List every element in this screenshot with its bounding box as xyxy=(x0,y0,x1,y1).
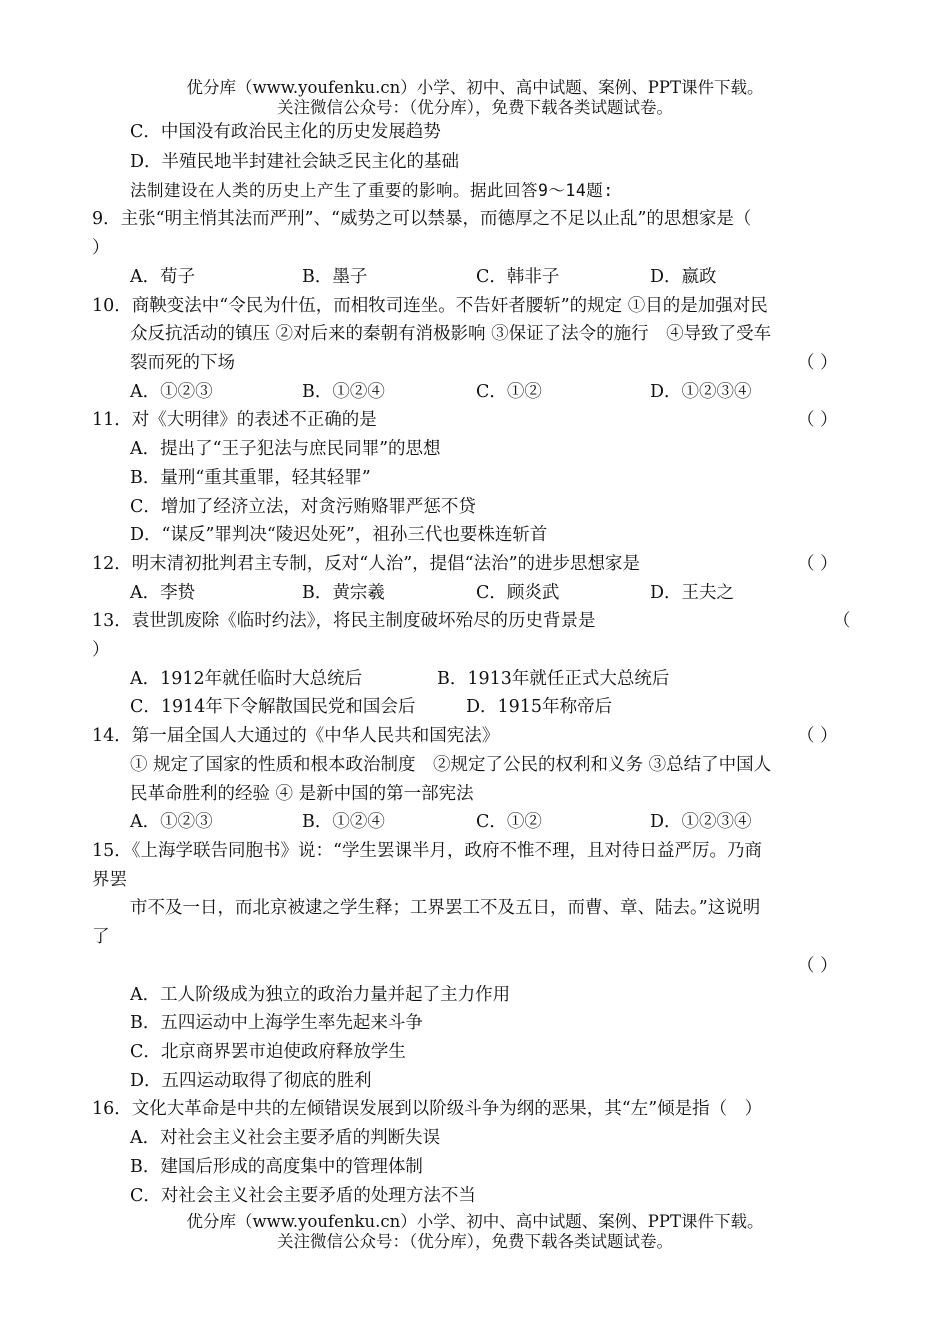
q15-answer-bracket: （ ） xyxy=(797,956,838,976)
q9-stem: 9．主张“明主悄其法而严刑”、“威势之可以禁暴，而德厚之不足以止乱”的思想家是（ xyxy=(92,209,752,229)
q15-stem-line4: 了 xyxy=(92,927,110,947)
q10-option-d: D．①②③④ xyxy=(650,382,752,402)
footer-line-1: 优分库（www.youfenku.cn）小学、初中、高中试题、案例、PPT课件下载。 xyxy=(186,1212,764,1231)
q13-option-c: C．1914年下令解散国民党和国会后 xyxy=(130,697,416,717)
q12-option-b: B．黄宗羲 xyxy=(302,583,385,603)
q8-option-d: D．半殖民地半封建社会缺乏民主化的基础 xyxy=(130,152,460,172)
q15-option-c: C．北京商界罢市迫使政府释放学生 xyxy=(130,1042,406,1062)
q14-option-a: A．①②③ xyxy=(130,812,213,832)
q14-option-d: D．①②③④ xyxy=(650,812,752,832)
header-line-1: 优分库（www.youfenku.cn）小学、初中、高中试题、案例、PPT课件下载。 xyxy=(186,78,764,97)
q10-stem-line2: 众反抗活动的镇压 ②对后来的秦朝有消极影响 ③保证了法令的施行 ④导致了受车 xyxy=(130,324,772,344)
q10-stem-line3: 裂而死的下场 xyxy=(130,353,235,373)
q15-stem-line2: 界罢 xyxy=(92,870,127,890)
q12-answer-bracket: （ ） xyxy=(797,554,838,574)
q10-answer-bracket: （ ） xyxy=(797,353,838,373)
q9-option-c: C．韩非子 xyxy=(476,267,560,287)
q14-items-line2: 民革命胜利的经验 ④ 是新中国的第一部宪法 xyxy=(130,784,474,804)
q14-option-c: C．①② xyxy=(476,812,542,832)
q12-option-d: D．王夫之 xyxy=(650,583,735,603)
header-line-2: 关注微信公众号：（优分库），免费下载各类试题试卷。 xyxy=(277,98,673,117)
q14-answer-bracket: （ ） xyxy=(797,726,838,746)
q13-option-b: B．1913年就任正式大总统后 xyxy=(437,669,670,689)
q13-option-a: A．1912年就任临时大总统后 xyxy=(130,669,363,689)
q13-stem: 13．袁世凯废除《临时约法》，将民主制度破坏殆尽的历史背景是 xyxy=(92,611,596,631)
q13-option-d: D．1915年称帝后 xyxy=(466,697,613,717)
q16-option-a: A．对社会主义社会主要矛盾的判断失误 xyxy=(130,1128,441,1148)
q9-stem-cont: ） xyxy=(92,238,110,258)
q16-option-c: C．对社会主义社会主要矛盾的处理方法不当 xyxy=(130,1186,476,1206)
q14-items-line1: ① 规定了国家的性质和根本政治制度 ②规定了公民的权利和义务 ③总结了中国人 xyxy=(130,755,772,775)
q12-stem: 12．明末清初批判君主专制，反对“人治”，提倡“法治”的进步思想家是 xyxy=(92,554,641,574)
q13-bracket-open: （ xyxy=(833,611,851,631)
q10-option-c: C．①② xyxy=(476,382,542,402)
q13-stem-cont: ） xyxy=(92,640,110,660)
footer-line-2: 关注微信公众号：（优分库），免费下载各类试题试卷。 xyxy=(277,1232,673,1251)
section-intro: 法制建设在人类的历史上产生了重要的影响。据此回答9～14题: xyxy=(130,181,614,200)
q16-option-b: B．建国后形成的高度集中的管理体制 xyxy=(130,1157,423,1177)
q15-option-b: B．五四运动中上海学生率先起来斗争 xyxy=(130,1013,423,1033)
q16-stem: 16．文化大革命是中共的左倾错误发展到以阶级斗争为纲的恶果，其“左”倾是指（ ） xyxy=(92,1099,763,1119)
q11-option-b: B．量刑“重其重罪，轻其轻罪” xyxy=(130,468,371,488)
q10-stem: 10．商鞅变法中“令民为什伍，而相牧司连坐。不告奸者腰斩”的规定 ①目的是加强对民 xyxy=(92,296,768,316)
q10-option-b: B．①②④ xyxy=(302,382,385,402)
q9-option-a: A．荀子 xyxy=(130,267,196,287)
q15-option-d: D．五四运动取得了彻底的胜利 xyxy=(130,1071,372,1091)
q14-option-b: B．①②④ xyxy=(302,812,385,832)
q10-option-a: A．①②③ xyxy=(130,382,213,402)
q15-stem: 15．《上海学联告同胞书》说：“学生罢课半月，政府不惟不理，且对待日益严厉。乃商 xyxy=(92,841,762,861)
q9-option-b: B．墨子 xyxy=(302,267,368,287)
q12-option-a: A．李贽 xyxy=(130,583,196,603)
q11-answer-bracket: （ ） xyxy=(797,410,838,430)
q11-option-a: A．提出了“王子犯法与庶民同罪”的思想 xyxy=(130,439,441,459)
q9-option-d: D．嬴政 xyxy=(650,267,717,287)
q8-option-c: C．中国没有政治民主化的历史发展趋势 xyxy=(130,122,441,142)
q11-option-c: C．增加了经济立法，对贪污贿赂罪严惩不贷 xyxy=(130,497,476,517)
q11-stem: 11．对《大明律》的表述不正确的是 xyxy=(92,410,377,430)
q15-option-a: A．工人阶级成为独立的政治力量并起了主力作用 xyxy=(130,985,511,1005)
q15-stem-line3: 市不及一日，而北京被逮之学生释；工界罢工不及五日，而曹、章、陆去。”这说明 xyxy=(130,898,761,918)
q12-option-c: C．顾炎武 xyxy=(476,583,560,603)
q11-option-d: D．“谋反”罪判决“陵迟处死”，祖孙三代也要株连斩首 xyxy=(130,525,548,545)
q14-stem: 14．第一届全国人大通过的《中华人民共和国宪法》 xyxy=(92,726,500,746)
